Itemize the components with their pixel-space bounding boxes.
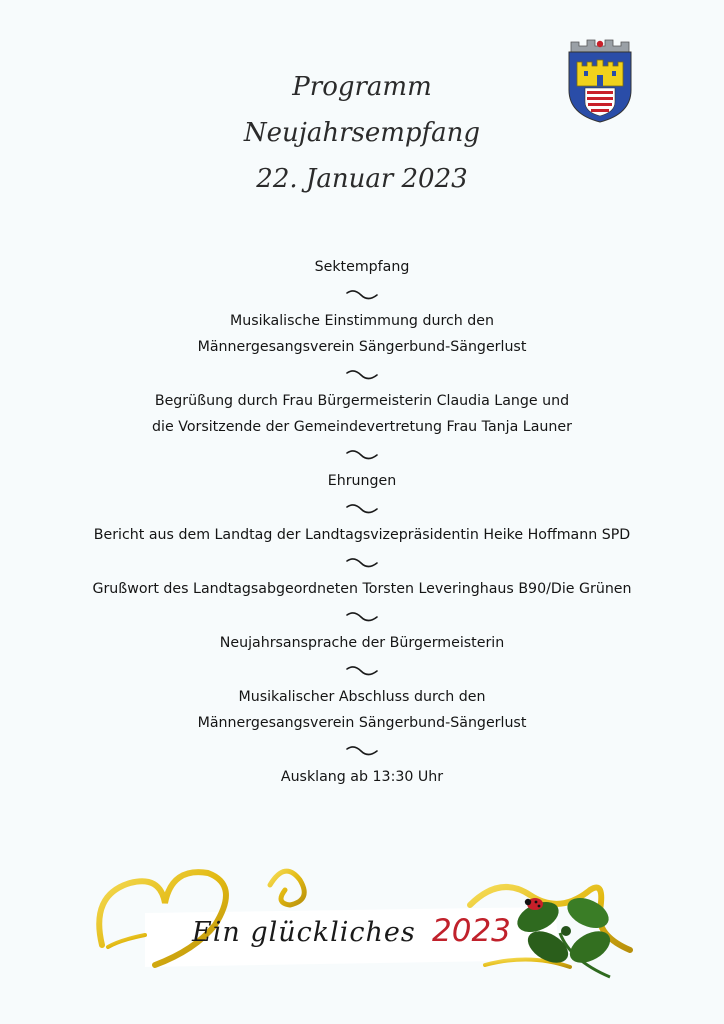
swirl-divider-icon [344,740,380,762]
program-item [0,684,724,736]
program-item-line: Bericht aus dem Landtag der Landtagsvizepräsidentin Heike Hoffmann SPD [93,527,631,543]
program-list [0,254,724,790]
program-item-line: Grußwort des Landtagsabgeordneten Torsten Leveringhaus B90/Die Grünen [92,581,632,597]
swirl-divider-icon [344,364,380,386]
swirl-divider-icon [344,498,380,520]
program-item-line: Männergesangsverein Sängerbund-Sängerlust [197,339,527,355]
swirl-divider-icon [344,606,380,628]
program-item [0,630,724,656]
banner-greeting: Ein glückliches [192,917,416,948]
swirl-divider-icon [344,444,380,466]
swirl-divider-icon [344,552,380,574]
program-item-line: Ehrungen [327,473,397,489]
program-item-line: die Vorsitzende der Gemeindevertretung Frau Tanja Launer [152,419,572,435]
program-item [0,308,724,360]
program-item [0,388,724,440]
program-item-line: Begrüßung durch Frau Bürgermeisterin Claudia Lange und [154,393,570,409]
program-item [0,576,724,602]
program-item-line: Musikalischer Abschluss durch den [238,689,486,705]
page-title: Programm [292,72,432,102]
program-item-line: Neujahrsansprache der Bürgermeisterin [219,635,505,651]
program-item [0,468,724,494]
page-subtitle: Neujahrsempfang [243,118,481,148]
banner-year: 2023 [432,913,511,949]
swirl-divider-icon [344,284,380,306]
program-item-line: Männergesangsverein Sängerbund-Sängerlust [197,715,527,731]
swirl-divider-icon [344,660,380,682]
program-item-line: Sektempfang [314,259,410,275]
coat-of-arms-icon [565,38,635,124]
program-item-line: Ausklang ab 13:30 Uhr [280,769,444,785]
program-item-line: Musikalische Einstimmung durch den [229,313,494,329]
program-item [0,764,724,790]
program-item [0,522,724,548]
event-date: 22. Januar 2023 [256,164,468,194]
program-item [0,254,724,280]
